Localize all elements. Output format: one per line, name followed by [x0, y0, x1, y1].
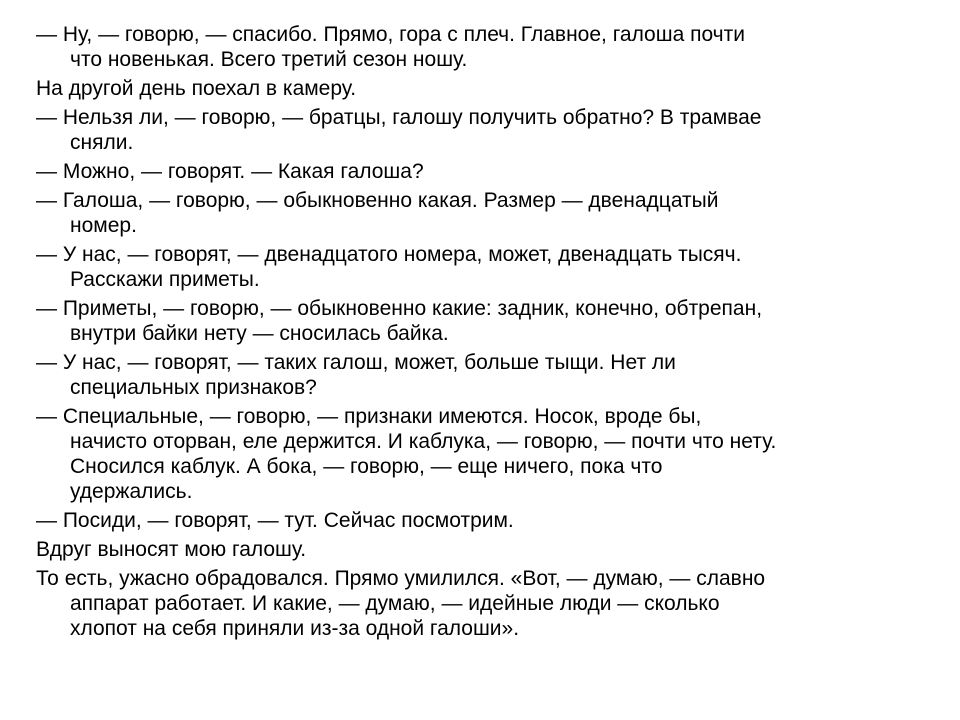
- text-line: номер.: [70, 214, 137, 237]
- text-line: — У нас, — говорят, — таких галош, может, больше тыщи. Нет ли: [36, 351, 676, 374]
- text-line: Вдруг выносят мою галошу.: [36, 538, 307, 561]
- text-line: То есть, ужасно обрадовался. Прямо умилился. «Вот, — думаю, — славно: [36, 567, 766, 590]
- text-line: — Специальные, — говорю, — признаки имеются. Носок, вроде бы,: [36, 405, 702, 428]
- paragraph: [36, 76, 936, 101]
- text-line: Расскажи приметы.: [70, 268, 260, 291]
- paragraph: [36, 508, 936, 533]
- paragraph: [36, 404, 936, 504]
- text-line: что новенькая. Всего третий сезон ношу.: [70, 48, 468, 71]
- text-line: — У нас, — говорят, — двенадцатого номера, может, двенадцать тысяч.: [36, 243, 742, 266]
- text-line: — Ну, — говорю, — спасибо. Прямо, гора с плеч. Главное, галоша почти: [36, 23, 745, 46]
- text-line: специальных признаков?: [70, 376, 317, 399]
- text-line: хлопот на себя приняли из-за одной галоши».: [70, 617, 520, 640]
- text-line: — Можно, — говорят. — Какая галоша?: [36, 160, 424, 183]
- paragraph: [36, 566, 936, 641]
- paragraph: [36, 159, 936, 184]
- text-line: — Галоша, — говорю, — обыкновенно какая. Размер — двенадцатый: [36, 189, 719, 212]
- text-line: удержались.: [70, 480, 193, 503]
- text-line: сняли.: [70, 131, 134, 154]
- text-line: — Посиди, — говорят, — тут. Сейчас посмотрим.: [36, 509, 514, 532]
- paragraph: [36, 188, 936, 238]
- text-line: Сносился каблук. А бока, — говорю, — еще ничего, пока что: [70, 455, 663, 478]
- text-body: [36, 22, 936, 645]
- text-line: внутри байки нету — сносилась байка.: [70, 322, 449, 345]
- paragraph: [36, 242, 936, 292]
- text-line: начисто оторван, еле держится. И каблука, — говорю, — почти что нету.: [70, 430, 777, 453]
- paragraph: [36, 350, 936, 400]
- text-line: аппарат работает. И какие, — думаю, — идейные люди — сколько: [70, 592, 720, 615]
- paragraph: [36, 537, 936, 562]
- paragraph: [36, 296, 936, 346]
- text-line: — Нельзя ли, — говорю, — братцы, галошу получить обратно? В трамвае: [36, 106, 762, 129]
- text-line: На другой день поехал в камеру.: [36, 77, 357, 100]
- text-line: — Приметы, — говорю, — обыкновенно какие: задник, конечно, обтрепан,: [36, 297, 763, 320]
- paragraph: [36, 22, 936, 72]
- paragraph: [36, 105, 936, 155]
